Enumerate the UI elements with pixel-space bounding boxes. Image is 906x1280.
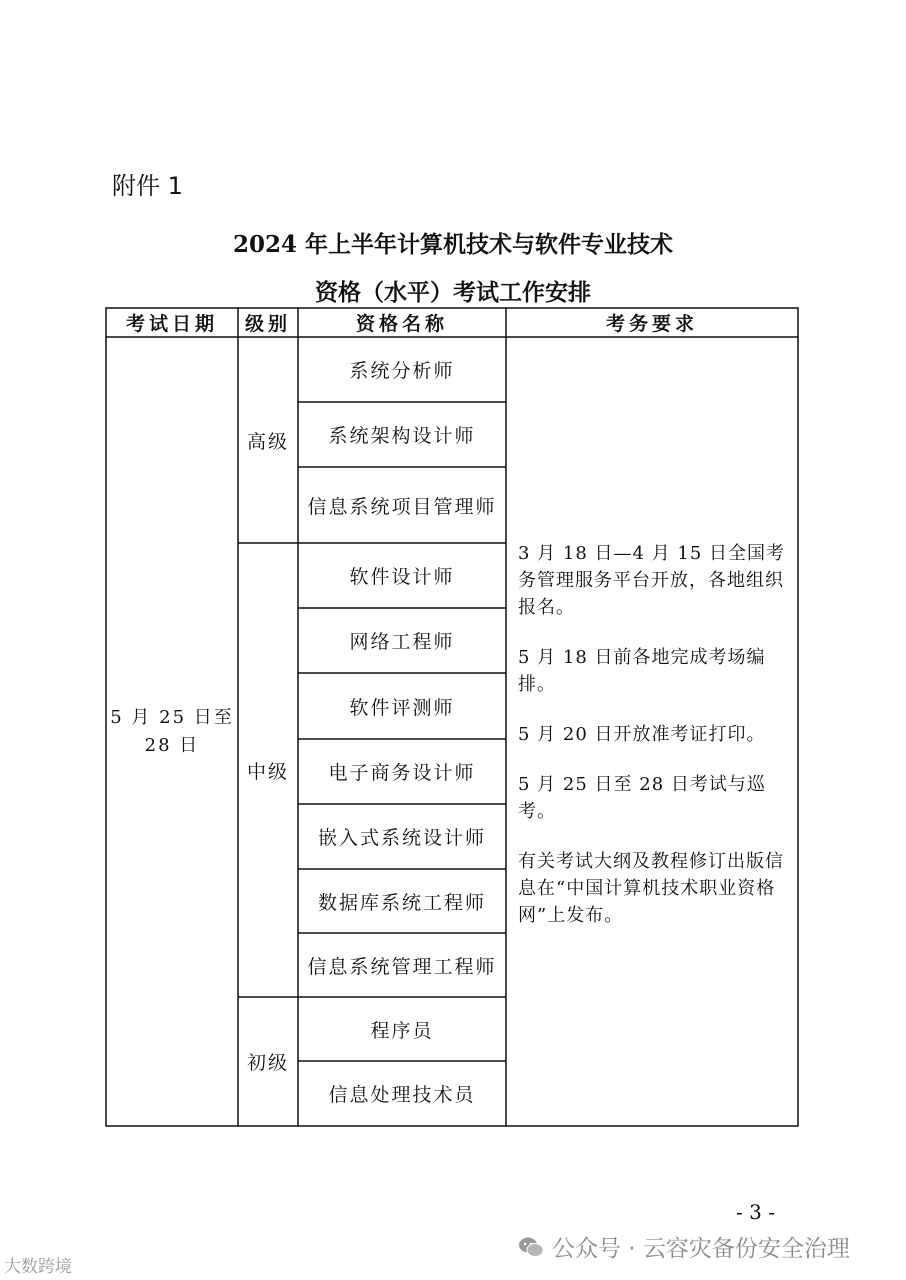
watermark-right [518, 1230, 850, 1263]
qualification-item: 数据库系统工程师 [317, 891, 486, 914]
header-exam-date: 考试日期 [125, 313, 218, 335]
attachment-label: 附件 1 [112, 172, 183, 200]
qualification-item: 信息系统项目管理师 [307, 495, 497, 518]
header-qualification: 资格名称 [355, 313, 448, 335]
qualification-item: 电子商务设计师 [328, 762, 476, 784]
requirements-cell [518, 540, 793, 952]
header-level: 级别 [244, 313, 291, 335]
qualification-item: 系统分析师 [349, 360, 455, 382]
requirement-item: 3 月 18 日—4 月 15 日全国考务管理服务平台开放，各地组织报名。 [518, 543, 786, 618]
qualification-item: 信息系统管理工程师 [307, 955, 497, 978]
watermark-text: 公众号 · 云容灾备份安全治理 [552, 1236, 850, 1262]
level-senior: 高级 [246, 430, 289, 453]
exam-date-line1: 5 月 25 日至 [110, 706, 234, 728]
qualification-item: 信息处理技术员 [328, 1084, 476, 1106]
watermark-left [4, 1252, 72, 1277]
qualification-item: 程序员 [370, 1019, 434, 1042]
qualification-item: 软件设计师 [349, 566, 455, 588]
wechat-icon [518, 1236, 544, 1258]
qualification-item: 网络工程师 [349, 631, 455, 653]
level-intermediate: 中级 [246, 760, 289, 783]
requirement-item: 5 月 25 日至 28 日考试与巡考。 [518, 774, 766, 822]
watermark-left-text: 大数跨境 [4, 1257, 72, 1277]
requirement-item: 有关考试大纲及教程修订出版信息在“中国计算机技术职业资格网”上发布。 [518, 851, 784, 926]
exam-date-line2: 28 日 [144, 734, 200, 756]
exam-date-cell [106, 337, 238, 1126]
qualification-item: 软件评测师 [349, 696, 455, 719]
requirement-item: 5 月 18 日前各地完成考场编排。 [518, 647, 766, 695]
requirement-item: 5 月 20 日开放准考证打印。 [518, 724, 766, 745]
document-title-line1: 2024 年上半年计算机技术与软件专业技术 [232, 231, 674, 258]
level-junior: 初级 [246, 1052, 289, 1074]
document-title-line2: 资格（水平）考试工作安排 [315, 279, 591, 306]
page-number: - 3 - [736, 1200, 775, 1224]
qualification-item: 嵌入式系统设计师 [317, 827, 486, 849]
header-requirements: 考务要求 [605, 313, 698, 335]
qualification-item: 系统架构设计师 [328, 425, 476, 447]
